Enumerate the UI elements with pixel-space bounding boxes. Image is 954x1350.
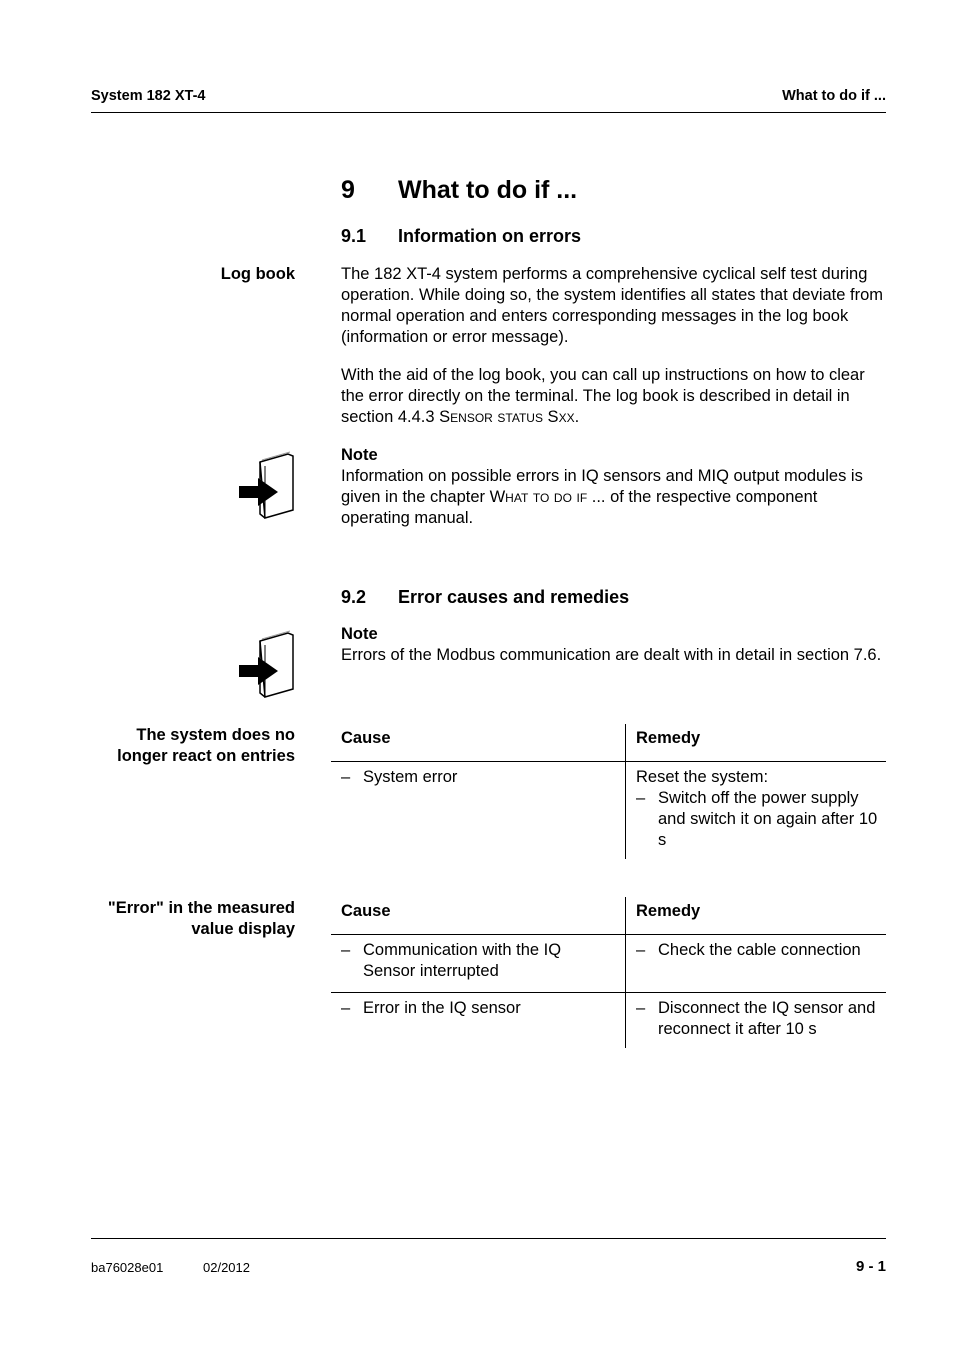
chapter-title-text: What to do if ... [398, 176, 578, 204]
chapter-title [341, 175, 577, 205]
cross-reference: What to do if [489, 488, 588, 506]
margin-label-no-react [35, 725, 295, 767]
cross-reference: Sensor status Sxx [439, 408, 575, 426]
column-header-remedy: Remedy [626, 897, 887, 935]
header-left: System 182 XT-4 [91, 88, 206, 104]
cause-text: Error in the IQ sensor [363, 999, 521, 1017]
paragraph-text-end: . [574, 408, 580, 426]
header-right: What to do if ... [782, 88, 886, 104]
table-row [331, 935, 886, 993]
log-book-paragraph-2 [341, 365, 886, 428]
note-2-text: Errors of the Modbus communication are dealt with in detail in section 7.6. [341, 646, 882, 664]
dash-bullet: – [341, 768, 351, 786]
dash-bullet: – [636, 999, 646, 1017]
note-1-text [341, 466, 886, 529]
dash-bullet: – [341, 941, 351, 959]
remedy-text: Disconnect the IQ sensor and reconnect it after 10 s [658, 999, 876, 1038]
error-table-2 [331, 897, 886, 1048]
chapter-number: 9 [341, 176, 355, 204]
section-title: Error causes and remedies [398, 587, 630, 607]
margin-label-line: "Error" in the measured [107, 899, 295, 917]
cause-cell [331, 762, 626, 860]
section-number: 9.2 [341, 587, 367, 607]
remedy-text: Check the cable connection [658, 941, 861, 959]
footer-date: 02/2012 [203, 1260, 250, 1275]
remedy-intro: Reset the system: [636, 768, 769, 786]
error-table-1 [331, 724, 886, 859]
column-header-cause: Cause [331, 897, 626, 935]
dash-bullet: – [636, 941, 646, 959]
table-row [331, 762, 886, 860]
page-number: 9 - 1 [855, 1258, 886, 1275]
paragraph-text: With the aid of the log book, you can call up instructions on how to clear the error directly on the terminal. The log book is described in detail in section 4.4.3 [341, 366, 865, 426]
note-book-icon [236, 450, 296, 520]
remedy-text: Switch off the power supply and switch it on again after 10 s [658, 789, 878, 849]
section-9-1-heading [341, 225, 581, 247]
table-row [331, 993, 886, 1049]
section-title: Information on errors [398, 226, 582, 246]
cause-text: System error [363, 768, 458, 786]
footer-doc-id: ba76028e01 [91, 1260, 164, 1275]
column-header-remedy: Remedy [626, 724, 887, 762]
margin-label-line: The system does no [136, 726, 295, 744]
dash-bullet: – [636, 789, 646, 807]
margin-label-line: longer react on entries [117, 747, 295, 765]
cause-text: Communication with the IQ Sensor interrupted [363, 941, 562, 980]
remedy-cell [626, 762, 887, 860]
cause-cell [331, 993, 626, 1049]
remedy-cell [626, 935, 887, 993]
note-text-end: ... of the respective component operating manual. [341, 488, 818, 527]
note-book-icon [236, 629, 296, 699]
section-number: 9.1 [341, 226, 367, 246]
note-1-title: Note [341, 446, 378, 464]
header-rule [91, 112, 886, 113]
note-2-title: Note [341, 625, 378, 643]
column-header-cause: Cause [331, 724, 626, 762]
remedy-cell [626, 993, 887, 1049]
footer-rule [91, 1238, 886, 1239]
section-9-2-heading [341, 586, 629, 608]
log-book-paragraph-1: The 182 XT-4 system performs a comprehensive cyclical self test during operation. While doing so, the system identifies all states that deviate from normal operation and enters corresponding messages in the log book (information or error message). [341, 265, 884, 346]
dash-bullet: – [341, 999, 351, 1017]
margin-label-line: value display [191, 920, 295, 938]
margin-label-log-book: Log book [220, 265, 295, 283]
cause-cell [331, 935, 626, 993]
margin-label-error-display [35, 898, 295, 940]
note-text: Information on possible errors in IQ sensors and MIQ output modules is given in the chapter [341, 467, 863, 506]
